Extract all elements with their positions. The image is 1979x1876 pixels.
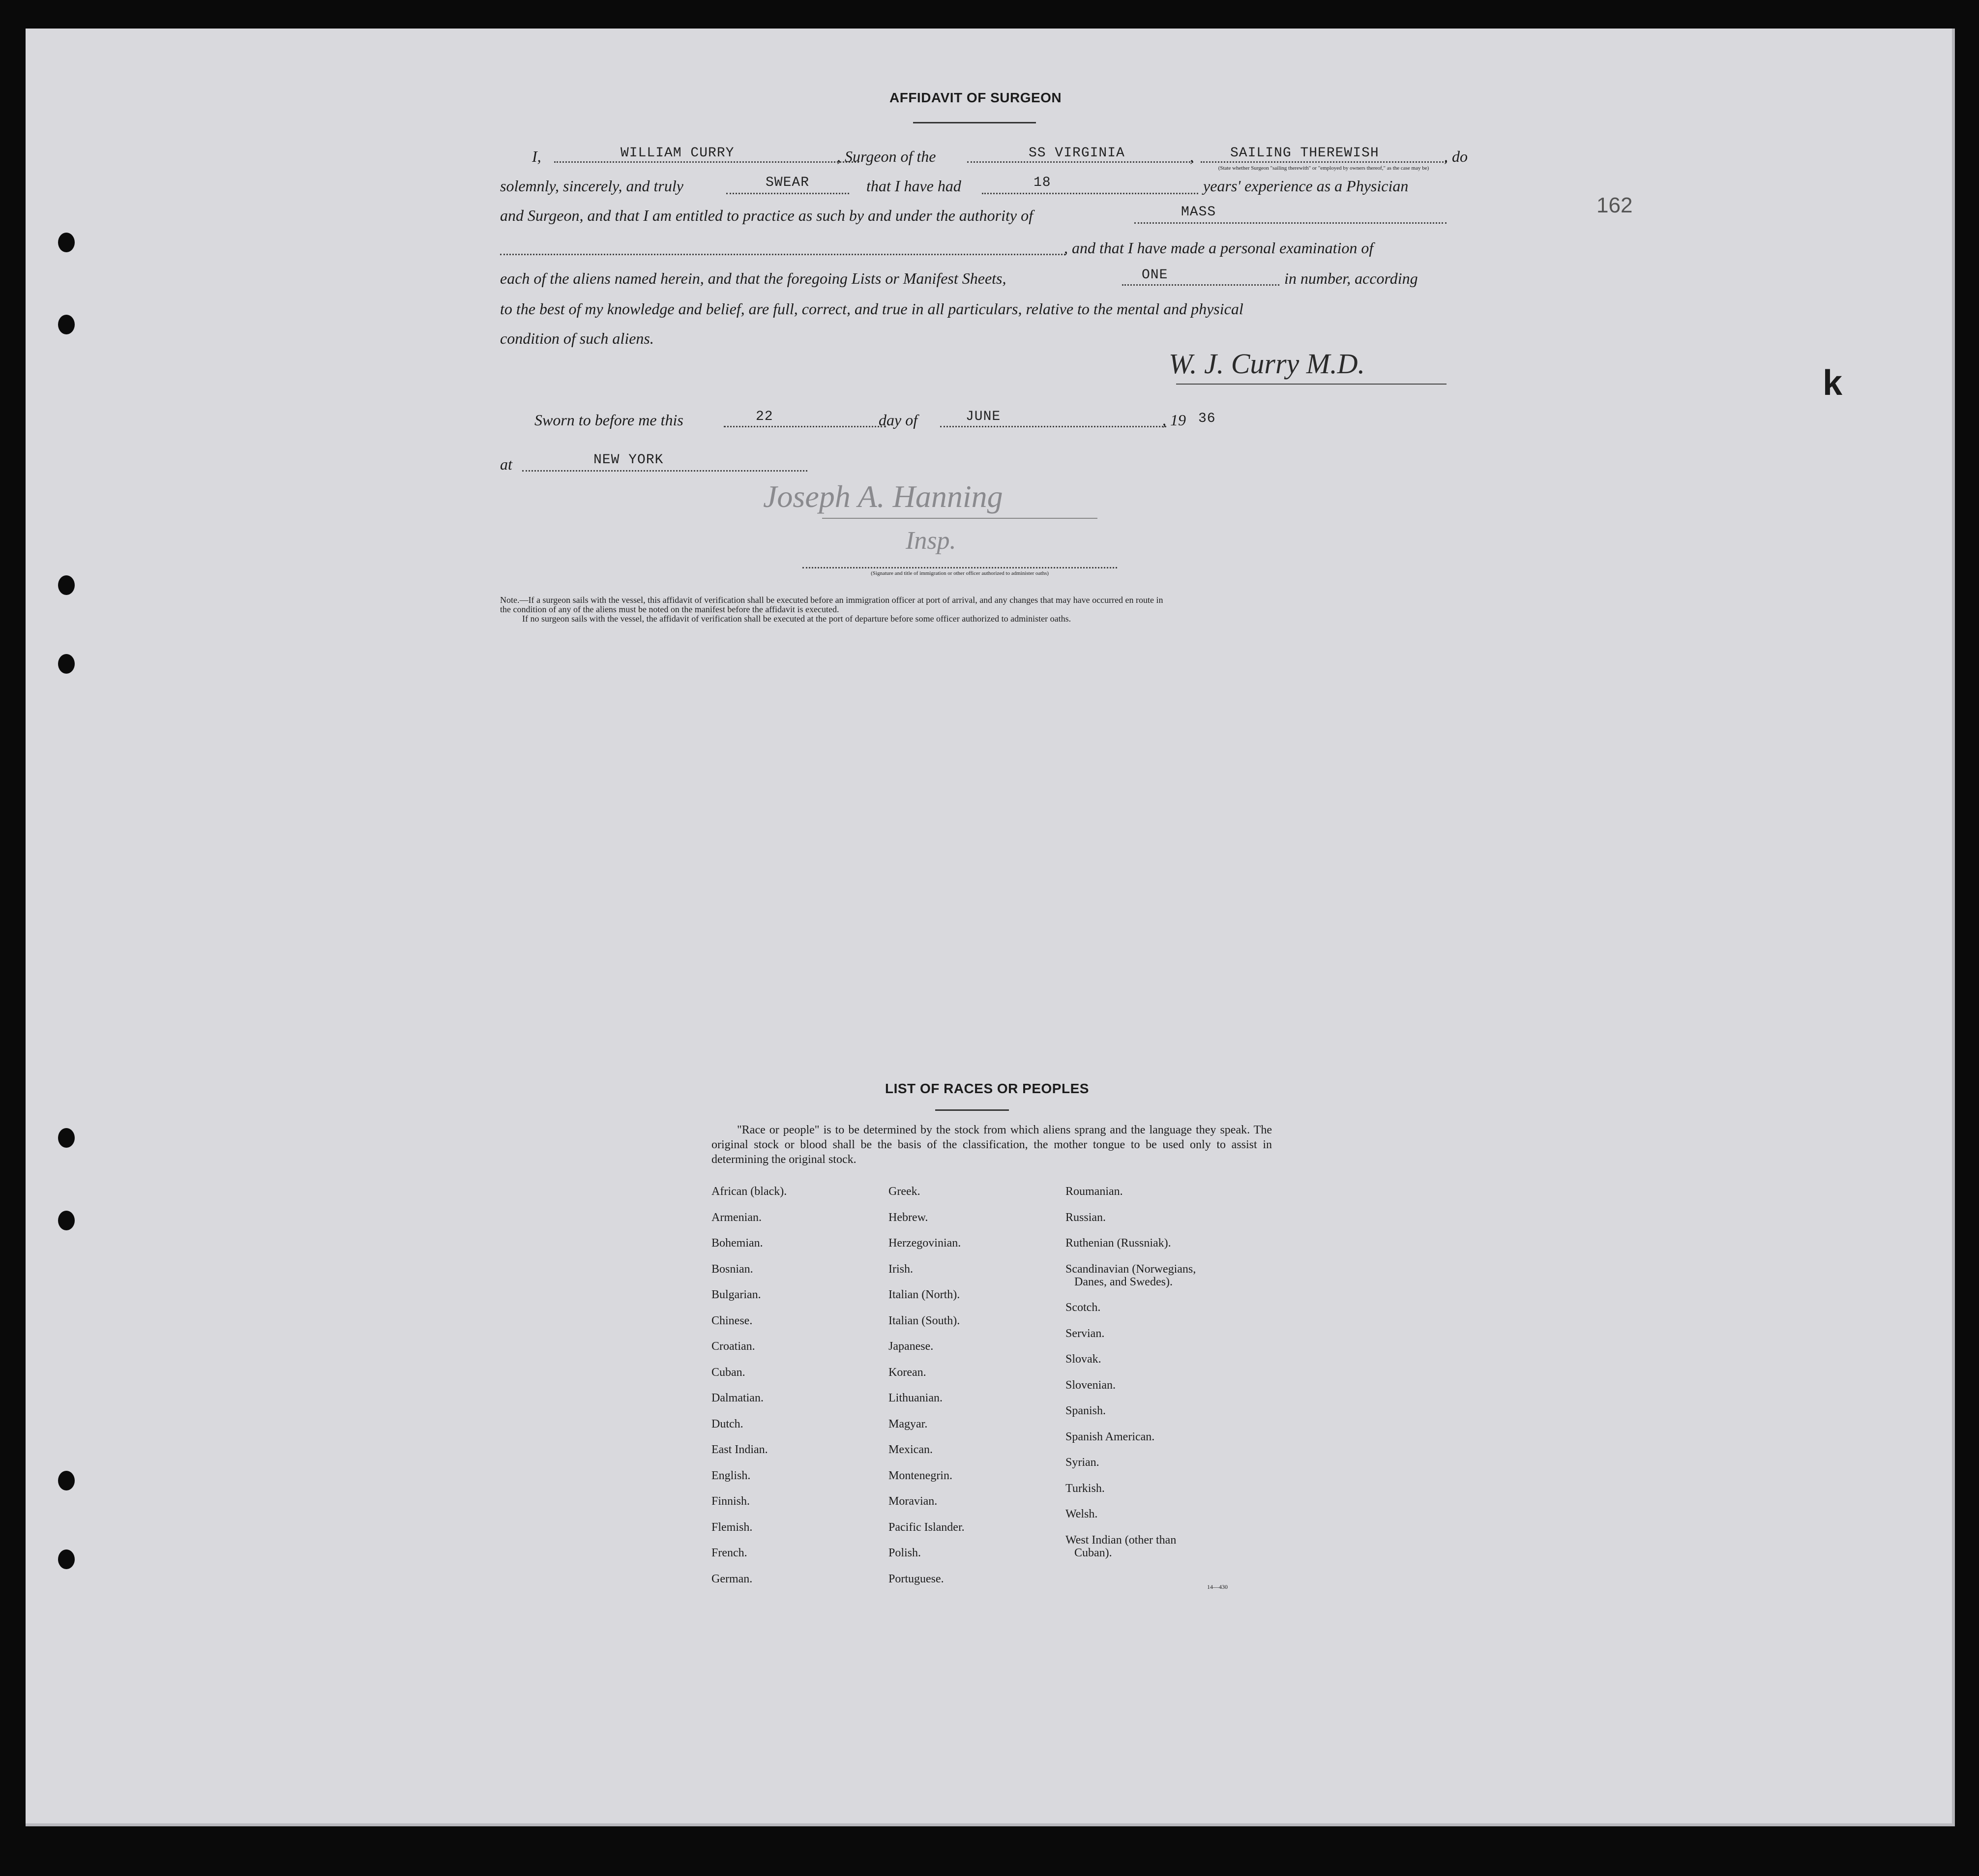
page-number: 162 — [1596, 193, 1633, 217]
race-entry: Portuguese. — [888, 1572, 944, 1585]
title-underline — [913, 122, 1036, 123]
form-number: 14—430 — [1207, 1583, 1228, 1590]
line2-suffix: years' experience as a Physician — [1203, 177, 1409, 195]
oath-line — [726, 193, 849, 194]
race-entry: Spanish. — [1065, 1404, 1106, 1417]
race-entry: Spanish American. — [1065, 1430, 1155, 1443]
race-entry: Hebrew. — [888, 1211, 928, 1224]
race-entry: Italian (South). — [888, 1314, 960, 1327]
race-entry: Montenegrin. — [888, 1469, 952, 1482]
race-entry: Slovenian. — [1065, 1378, 1116, 1392]
at-label: at — [500, 455, 512, 473]
race-entry: German. — [711, 1572, 753, 1585]
race-entry: Finnish. — [711, 1495, 750, 1508]
sailing-status: SAILING THEREWISH — [1230, 146, 1379, 161]
line2-mid: that I have had — [866, 177, 961, 195]
sailing-line — [1201, 161, 1447, 163]
race-entry: Italian (North). — [888, 1288, 960, 1301]
day-line — [724, 426, 886, 427]
comma: , — [1190, 148, 1194, 165]
race-entry: Chinese. — [711, 1314, 753, 1327]
race-entry: Croatian. — [711, 1340, 755, 1353]
punch-hole — [58, 1128, 75, 1148]
race-entry: Ruthenian (Russniak). — [1065, 1237, 1171, 1250]
race-entry: Flemish. — [711, 1520, 753, 1534]
sworn-month: JUNE — [966, 409, 1001, 424]
race-entry: Syrian. — [1065, 1456, 1099, 1469]
race-entry: Scandinavian (Norwegians, Danes, and Swedes). — [1065, 1262, 1196, 1288]
vessel-name: SS VIRGINIA — [1029, 146, 1125, 161]
race-entry: Magyar. — [888, 1417, 928, 1430]
officer-caption: (Signature and title of immigration or other officer authorized to administer oaths) — [871, 570, 1049, 576]
race-entry: West Indian (other than Cuban). — [1065, 1533, 1177, 1559]
race-entry: Welsh. — [1065, 1508, 1098, 1520]
sworn-prefix: Sworn to before me this — [534, 411, 683, 429]
race-entry: Turkish. — [1065, 1482, 1105, 1495]
race-entry: Cuban. — [711, 1366, 745, 1379]
punch-hole — [58, 575, 75, 595]
i-label: I, — [532, 148, 541, 165]
surgeon-signature: W. J. Curry M.D. — [1169, 348, 1365, 380]
punch-hole — [58, 1211, 75, 1230]
surgeon-of-label: , Surgeon of the — [837, 148, 936, 165]
affidavit-title: AFFIDAVIT OF SURGEON — [889, 90, 1062, 105]
authority-continuation-line — [500, 254, 1065, 255]
year-prefix: , 19 — [1162, 411, 1186, 429]
race-entry: Irish. — [888, 1262, 913, 1276]
month-line — [940, 426, 1166, 427]
race-entry: Bohemian. — [711, 1237, 763, 1250]
place-value: NEW YORK — [593, 452, 664, 468]
punch-hole — [58, 1549, 75, 1569]
race-entry: Dutch. — [711, 1417, 743, 1430]
race-entry: Herzegovinian. — [888, 1237, 961, 1250]
race-entry: Russian. — [1065, 1211, 1106, 1224]
race-entry: Dalmatian. — [711, 1392, 764, 1404]
vessel-line — [967, 161, 1193, 163]
surgeon-name: WILLIAM CURRY — [620, 146, 735, 161]
document-sheet — [26, 29, 1955, 1826]
note-line-1: Note.—If a surgeon sails with the vessel, this affidavit of verification shall be executed before an immigration officer at port of arrival, and any changes that may have occurred en route in — [500, 595, 1163, 605]
race-entry: Slovak. — [1065, 1353, 1101, 1366]
line7: condition of such aliens. — [500, 329, 654, 347]
race-entry: Japanese. — [888, 1340, 934, 1353]
line6: to the best of my knowledge and belief, are full, correct, and true in all particulars, relative to the mental and physical — [500, 300, 1243, 318]
note-line-3: If no surgeon sails with the vessel, the affidavit of verification shall be executed at the port of departure before some officer authorized to administer oaths. — [522, 614, 1071, 624]
sheet-count-line — [1122, 284, 1279, 286]
line2-prefix: solemnly, sincerely, and truly — [500, 177, 683, 195]
day-of-label: day of — [879, 411, 918, 429]
races-intro: "Race or people" is to be determined by the stock from which aliens sprang and the language they speak. The original stock or blood shall be the basis of the classification, the mother tongue to be used only to assist in determining the original stock. — [711, 1124, 1272, 1166]
line5-prefix: each of the aliens named herein, and that the foregoing Lists or Manifest Sheets, — [500, 269, 1006, 287]
race-entry: English. — [711, 1469, 751, 1482]
race-entry: French. — [711, 1547, 747, 1559]
officer-signature-line — [822, 518, 1097, 519]
punch-hole — [58, 233, 75, 252]
races-title: LIST OF RACES OR PEOPLES — [885, 1081, 1089, 1096]
name-line — [554, 161, 859, 163]
authority-line — [1134, 222, 1447, 224]
races-title-underline — [935, 1109, 1009, 1111]
punch-hole — [58, 315, 75, 334]
signature-line — [1176, 384, 1447, 385]
line5-suffix: in number, according — [1284, 269, 1418, 287]
race-entry: Servian. — [1065, 1327, 1105, 1340]
margin-mark: k — [1823, 363, 1843, 403]
line4: , and that I have made a personal examination of — [1064, 239, 1374, 257]
note-line-2: the condition of any of the aliens must be noted on the manifest before the affidavit is executed. — [500, 604, 839, 614]
race-entry: Bosnian. — [711, 1262, 753, 1276]
race-entry: Korean. — [888, 1366, 926, 1379]
officer-caption-line — [802, 567, 1117, 568]
sheet-count: ONE — [1142, 268, 1168, 283]
place-line — [522, 470, 807, 472]
race-entry: Roumanian. — [1065, 1185, 1123, 1198]
race-entry: Mexican. — [888, 1443, 933, 1456]
oath-word: SWEAR — [766, 175, 810, 190]
race-entry: Armenian. — [711, 1211, 762, 1224]
officer-signature: Joseph A. Hanning — [763, 479, 1003, 514]
sworn-day: 22 — [756, 409, 773, 424]
punch-hole — [58, 1471, 75, 1490]
line3-prefix: and Surgeon, and that I am entitled to practice as such by and under the authority of — [500, 207, 1033, 224]
race-entry: East Indian. — [711, 1443, 768, 1456]
authority-value: MASS — [1181, 205, 1216, 220]
race-entry: Lithuanian. — [888, 1392, 943, 1404]
years-value: 18 — [1034, 175, 1051, 190]
punch-hole — [58, 654, 75, 674]
year-suffix: 36 — [1198, 411, 1216, 426]
race-entry: Bulgarian. — [711, 1288, 761, 1301]
race-entry: African (black). — [711, 1185, 787, 1198]
years-line — [982, 193, 1198, 194]
race-entry: Pacific Islander. — [888, 1520, 965, 1534]
officer-title: Insp. — [906, 527, 956, 555]
race-entry: Greek. — [888, 1185, 920, 1198]
race-entry: Polish. — [888, 1547, 921, 1559]
race-entry: Scotch. — [1065, 1301, 1101, 1314]
sailing-hint: (State whether Surgeon "sailing therewith" or "employed by owners thereof," as the case may be) — [1218, 165, 1429, 171]
race-entry: Moravian. — [888, 1495, 938, 1508]
do-label: , do — [1444, 148, 1468, 165]
